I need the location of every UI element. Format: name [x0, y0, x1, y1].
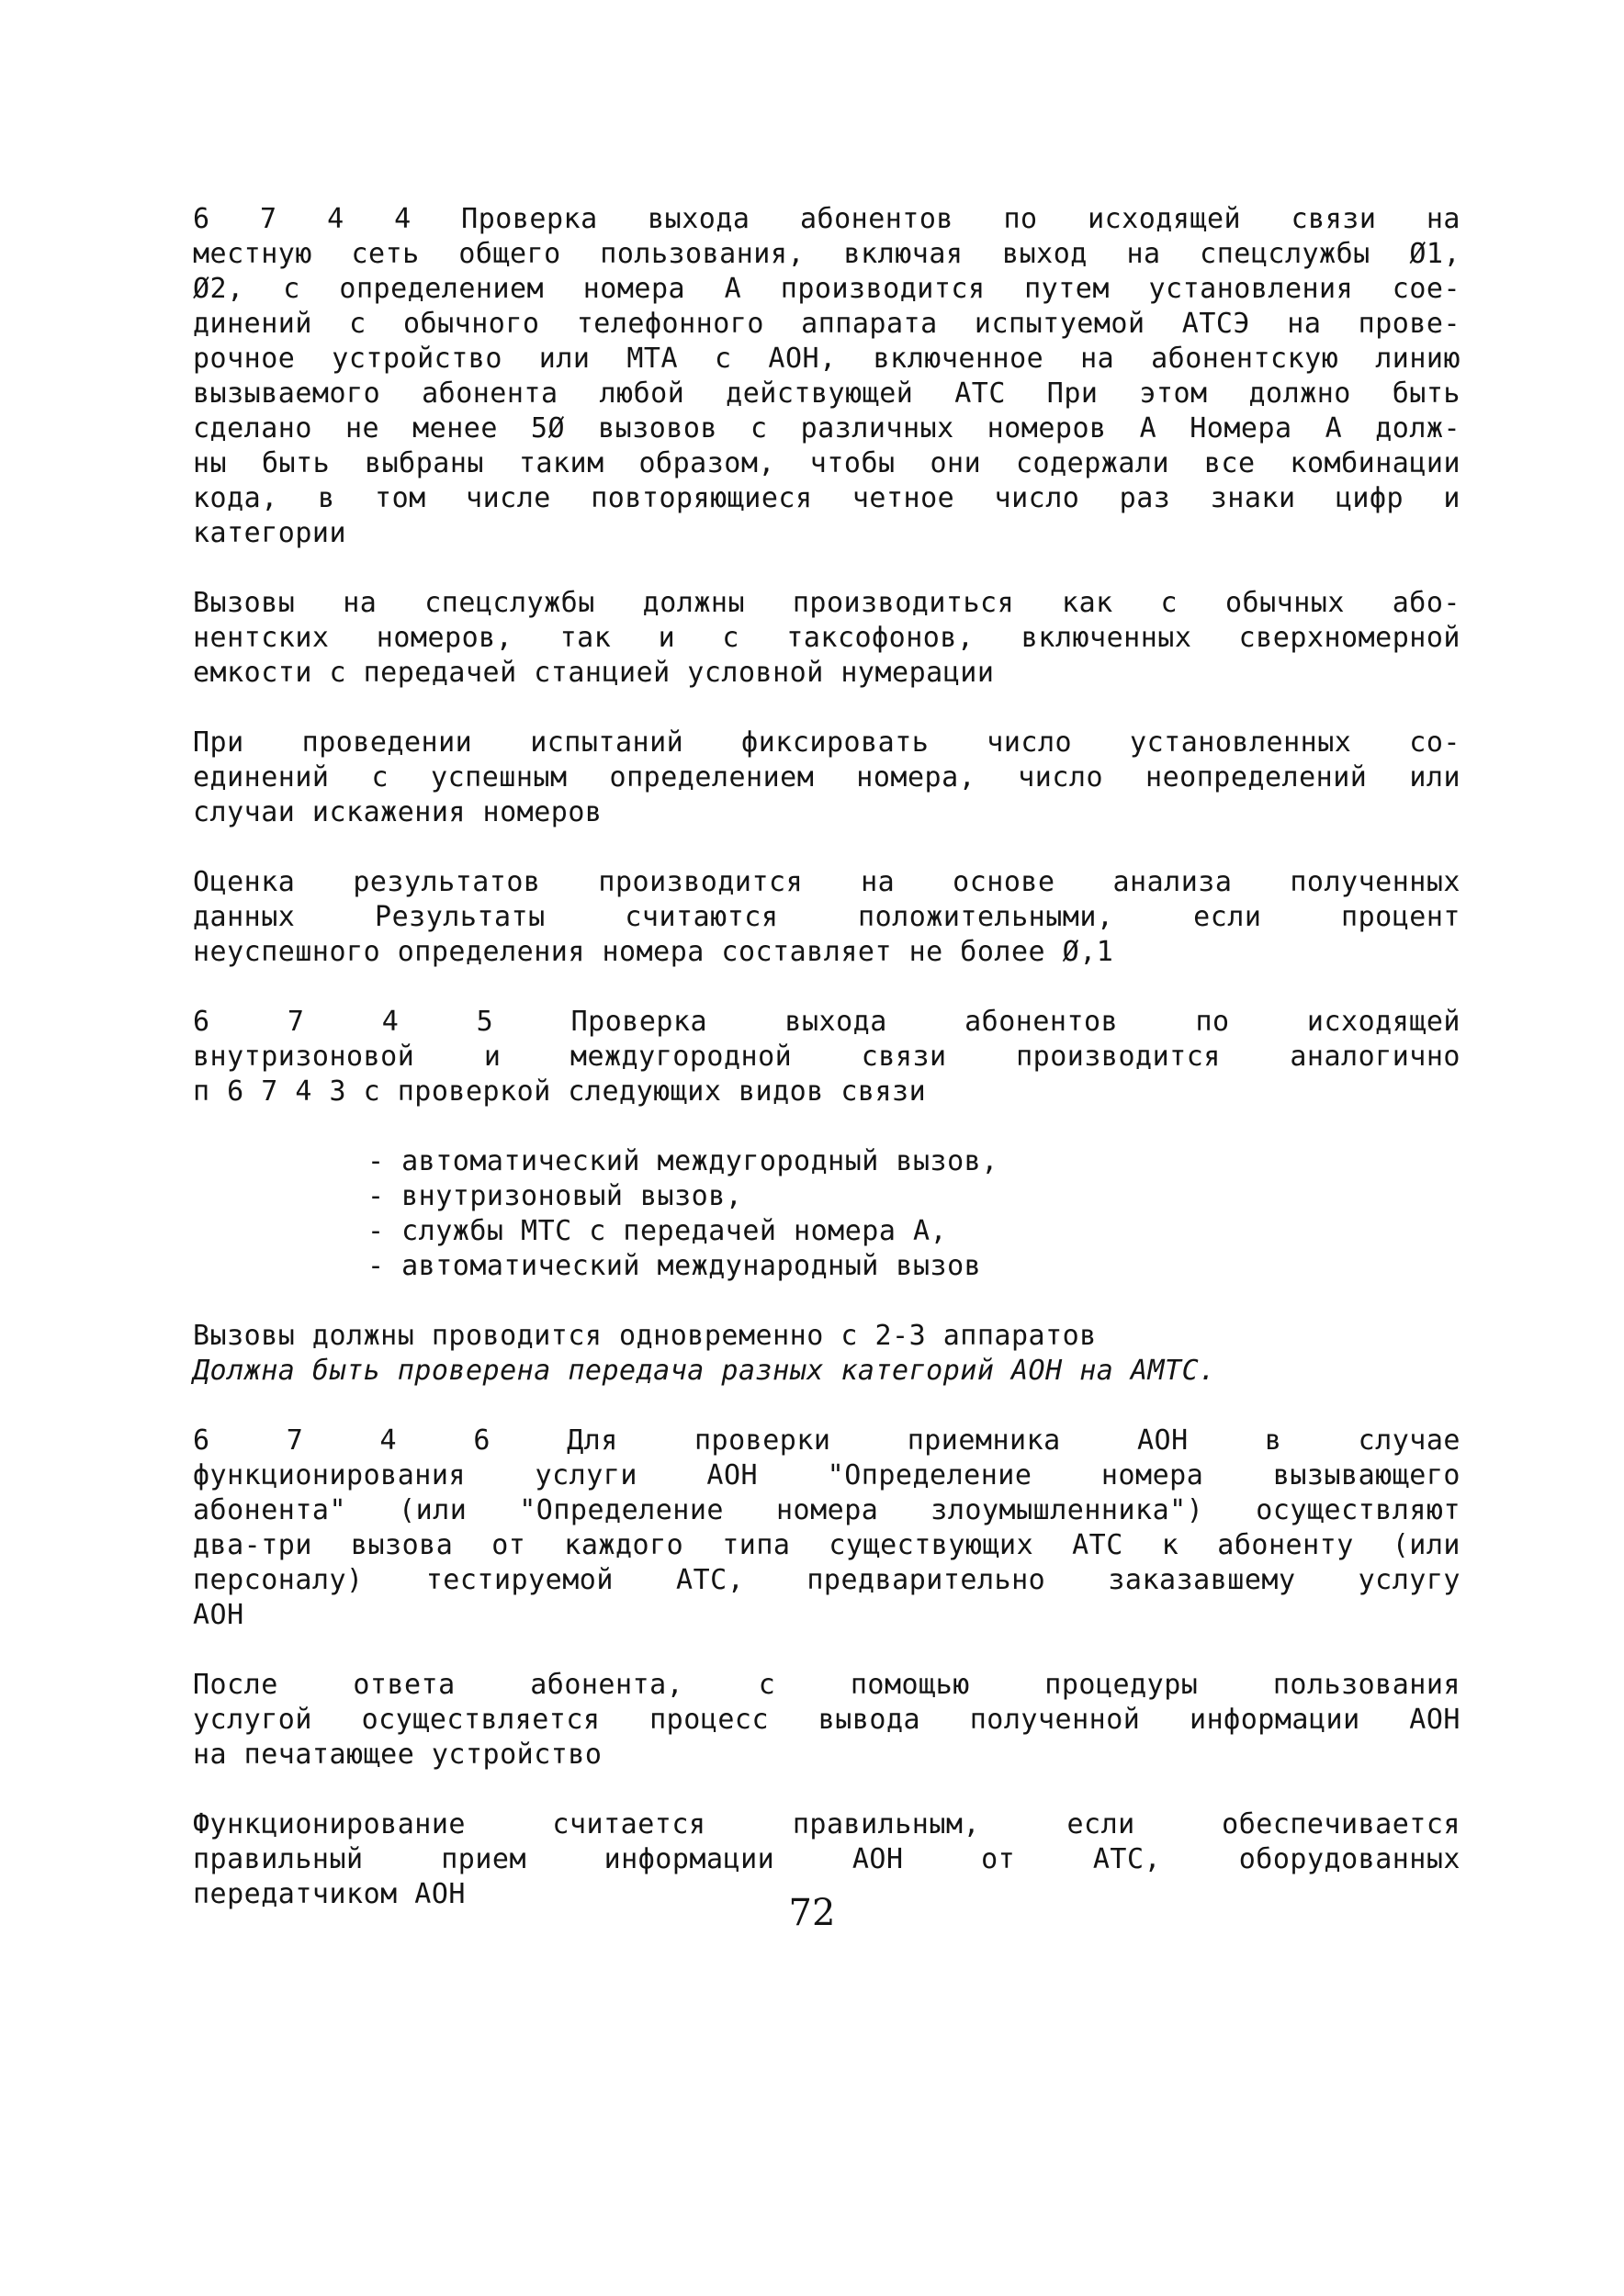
text-line: местную сеть общего пользования, включая выход на спецслужбы Ø1,	[193, 238, 1460, 270]
text-line: функционирования услуги АОН "Определение номера вызывающего	[193, 1459, 1460, 1491]
text-line: После ответа абонента, с помощью процедуры пользования	[193, 1669, 1460, 1701]
text-line: категории	[193, 517, 347, 549]
text-line: внутризоновой и междугородной связи производится аналогично	[193, 1041, 1460, 1073]
text-line: кода, в том числе повторяющиеся четное число раз знаки цифр и	[193, 482, 1460, 514]
text-line: 6 7 4 6 Для проверки приемника АОН в случае	[193, 1424, 1460, 1457]
text-line: два-три вызова от каждого типа существующих АТС к абоненту (или	[193, 1529, 1460, 1561]
paragraph-simultaneous-calls	[193, 1319, 1460, 1389]
text-line: ны быть выбраны таким образом, чтобы они содержали все комбинации	[193, 447, 1460, 479]
paragraph-test-recording	[193, 726, 1460, 830]
text-line: АОН	[193, 1599, 244, 1631]
list-item: - автоматический международный вызов	[367, 1250, 982, 1282]
text-line: данных Результаты считаются положительными, если процент	[193, 901, 1460, 933]
text-line: услугой осуществляется процесс вывода полученной информации АОН	[193, 1704, 1460, 1736]
text-line: 6 7 4 5 Проверка выхода абонентов по исходящей	[193, 1006, 1460, 1038]
text-line: Функционирование считается правильным, если обеспечивается	[193, 1808, 1460, 1840]
text-line: единений с успешным определением номера, число неопределений или	[193, 761, 1460, 793]
list-item: - внутризоновый вызов,	[367, 1180, 743, 1212]
text-line: п 6 7 4 3 с проверкой следующих видов связи	[193, 1075, 927, 1108]
text-line: персоналу) тестируемой АТС, предварительно заказавшему услугу	[193, 1564, 1460, 1596]
page-number: 72	[788, 1892, 836, 1934]
text-line: При проведении испытаний фиксировать число установленных со-	[193, 726, 1460, 759]
text-line: Оценка результатов производится на основе анализа полученных	[193, 866, 1460, 898]
text-line: рочное устройство или МТА с АОН, включенное на абонентскую линию	[193, 343, 1460, 375]
text-line: случаи искажения номеров	[193, 796, 603, 828]
document-body	[193, 202, 1460, 1947]
call-types-list	[367, 1144, 1460, 1284]
text-line: сделано не менее 5Ø вызовов с различных номеров А Номера А долж-	[193, 412, 1460, 445]
text-line: Вызовы на спецслужбы должны производиться как с обычных або-	[193, 587, 1460, 619]
paragraph-6-7-4-5	[193, 1005, 1460, 1109]
text-line: нентских номеров, так и с таксофонов, включенных сверхномерной	[193, 622, 1460, 654]
text-line: на печатающее устройство	[193, 1739, 603, 1771]
text-line: неуспешного определения номера составляет не более Ø,1	[193, 936, 1114, 968]
text-line: Вызовы должны проводится одновременно с 2-3 аппаратов	[193, 1320, 1097, 1352]
text-line: 6 7 4 4 Проверка выхода абонентов по исходящей связи на	[193, 203, 1460, 235]
paragraph-after-answer	[193, 1668, 1460, 1773]
paragraph-6-7-4-4	[193, 202, 1460, 551]
list-item: - службы МТС с передачей номера А,	[367, 1215, 948, 1247]
text-line: динений с обычного телефонного аппарата испытуемой АТСЭ на прове-	[193, 308, 1460, 340]
text-line: передатчиком АОН	[193, 1878, 466, 1910]
paragraph-results-evaluation	[193, 865, 1460, 970]
text-line: абонента" (или "Определение номера злоумышленника") осуществляют	[193, 1494, 1460, 1526]
paragraph-special-services	[193, 586, 1460, 691]
paragraph-6-7-4-6	[193, 1424, 1460, 1633]
text-line: емкости с передачей станцией условной нумерации	[193, 657, 995, 689]
list-item: - автоматический междугородный вызов,	[367, 1145, 998, 1177]
text-line-italic: Должна быть проверена передача разных категорий АОН на АМТС.	[193, 1355, 1216, 1387]
text-line: правильный прием информации АОН от АТС, оборудованных	[193, 1843, 1460, 1875]
text-line: Ø2, с определением номера А производится путем установления сое-	[193, 273, 1460, 305]
text-line: вызываемого абонента любой действующей АТС При этом должно быть	[193, 377, 1460, 410]
